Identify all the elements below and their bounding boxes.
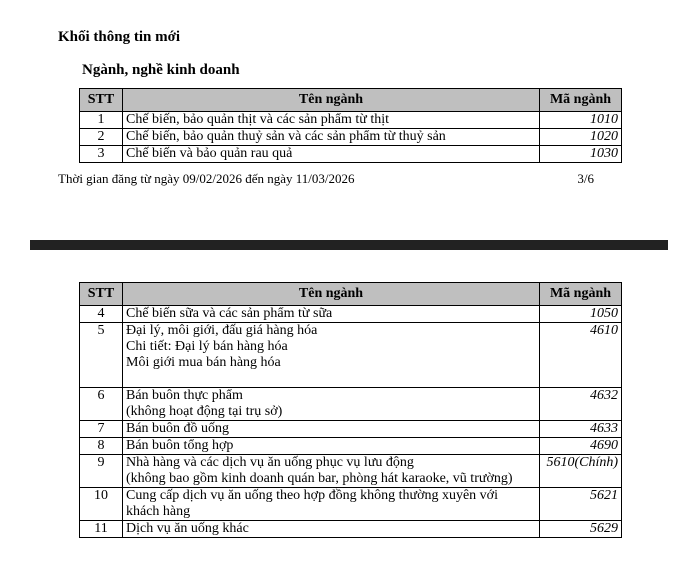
row-stt: 4 xyxy=(80,306,123,323)
row-name-line: khách hàng xyxy=(126,504,191,519)
table-row xyxy=(80,112,622,129)
row-name-line: Bán buôn tổng hợp xyxy=(126,438,234,453)
row-name-line: Dịch vụ ăn uống khác xyxy=(126,521,249,536)
row-name xyxy=(123,323,540,388)
header-name: Tên ngành xyxy=(123,89,540,112)
section-title: Ngành, nghề kinh doanh xyxy=(82,62,240,78)
table-row xyxy=(80,306,622,323)
table-row xyxy=(80,521,622,538)
table-row xyxy=(80,488,622,521)
row-stt: 10 xyxy=(80,488,123,521)
row-name-line: (không bao gồm kinh doanh quán bar, phòng hát karaoke, vũ trường) xyxy=(126,471,513,486)
row-stt: 2 xyxy=(80,129,123,146)
row-name xyxy=(123,388,540,421)
row-stt: 5 xyxy=(80,323,123,388)
table-header-row xyxy=(80,89,622,112)
row-code: 4610 xyxy=(540,323,622,388)
row-stt: 1 xyxy=(80,112,123,129)
table-row xyxy=(80,455,622,488)
table-row xyxy=(80,146,622,163)
business-lines-table-page1 xyxy=(79,88,622,163)
row-code: 4690 xyxy=(540,438,622,455)
row-code: 4633 xyxy=(540,421,622,438)
header-code: Mã ngành xyxy=(540,283,622,306)
table-row xyxy=(80,323,622,388)
row-stt: 11 xyxy=(80,521,123,538)
page-separator xyxy=(30,240,668,250)
row-name-line: Bán buôn thực phẩm xyxy=(126,388,243,403)
row-name-line: Đại lý, môi giới, đấu giá hàng hóa xyxy=(126,323,318,338)
row-name-line: Chi tiết: Đại lý bán hàng hóa xyxy=(126,339,288,354)
table-body xyxy=(80,306,622,538)
row-name-line: Cung cấp dịch vụ ăn uống theo hợp đồng không thường xuyên với xyxy=(126,488,498,503)
row-stt: 8 xyxy=(80,438,123,455)
row-name-line: Chế biến và bảo quản rau quả xyxy=(126,146,293,161)
business-lines-table-page2 xyxy=(79,282,622,538)
row-stt: 6 xyxy=(80,388,123,421)
block-title: Khối thông tin mới xyxy=(58,29,181,45)
row-code: 5621 xyxy=(540,488,622,521)
row-stt: 9 xyxy=(80,455,123,488)
row-code: 5610(Chính) xyxy=(540,455,622,488)
row-name-line: Chế biến, bảo quản thịt và các sản phẩm từ thịt xyxy=(126,112,390,127)
row-code: 1030 xyxy=(540,146,622,163)
row-name-line: Chế biến sữa và các sản phẩm từ sữa xyxy=(126,306,333,321)
table-row xyxy=(80,421,622,438)
row-name xyxy=(123,438,540,455)
row-stt: 7 xyxy=(80,421,123,438)
header-code: Mã ngành xyxy=(540,89,622,112)
row-name xyxy=(123,488,540,521)
page-number: 3/6 xyxy=(577,171,594,186)
table-header-row xyxy=(80,283,622,306)
row-stt: 3 xyxy=(80,146,123,163)
page-footer xyxy=(58,171,594,187)
registration-period: Thời gian đăng từ ngày 09/02/2026 đến ngày 11/03/2026 xyxy=(58,171,355,186)
row-name-line: Môi giới mua bán hàng hóa xyxy=(126,355,281,370)
table-row xyxy=(80,129,622,146)
row-name xyxy=(123,129,540,146)
row-code: 5629 xyxy=(540,521,622,538)
row-name-line xyxy=(126,371,536,387)
header-name: Tên ngành xyxy=(123,283,540,306)
row-name-line: Chế biến, bảo quản thuỷ sản và các sản phẩm từ thuỷ sản xyxy=(126,129,446,144)
table-row xyxy=(80,388,622,421)
row-name-line: Nhà hàng và các dịch vụ ăn uống phục vụ lưu động xyxy=(126,455,414,470)
header-stt: STT xyxy=(80,89,123,112)
row-code: 1020 xyxy=(540,129,622,146)
row-code: 1010 xyxy=(540,112,622,129)
row-name xyxy=(123,306,540,323)
row-name-line: Bán buôn đồ uống xyxy=(126,421,230,436)
row-name xyxy=(123,421,540,438)
row-name-line: (không hoạt động tại trụ sở) xyxy=(126,404,283,419)
header-stt: STT xyxy=(80,283,123,306)
row-name xyxy=(123,146,540,163)
table-row xyxy=(80,438,622,455)
row-name xyxy=(123,455,540,488)
table-body xyxy=(80,112,622,163)
row-code: 1050 xyxy=(540,306,622,323)
row-code: 4632 xyxy=(540,388,622,421)
row-name xyxy=(123,521,540,538)
row-name xyxy=(123,112,540,129)
